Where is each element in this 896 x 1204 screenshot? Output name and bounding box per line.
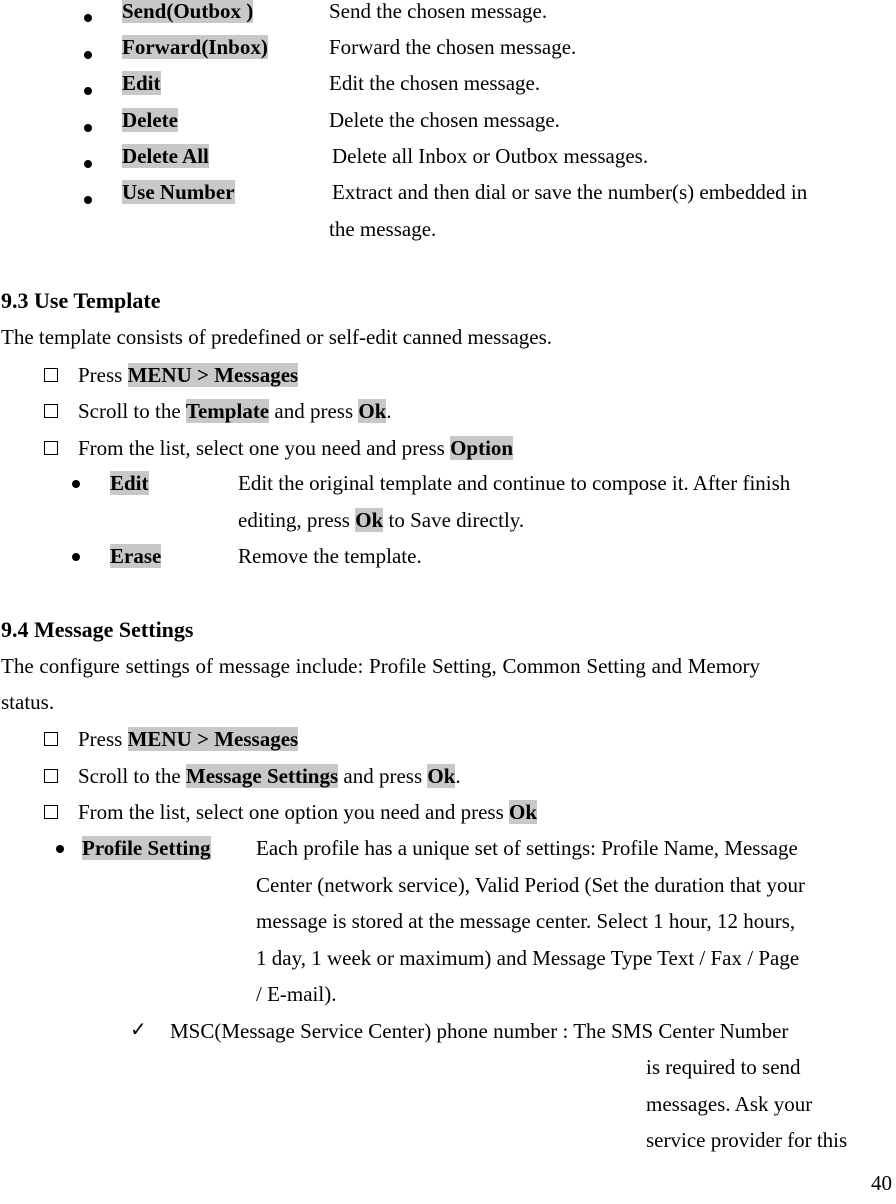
bullet <box>84 87 92 95</box>
list-desc: Extract and then dial or save the number(s) embedded in <box>332 180 808 204</box>
option-desc: Edit the original template and continue to compose it. After finish <box>238 471 791 495</box>
option-desc-continued: 1 day, 1 week or maximum) and Message Type Text / Fax / Page <box>256 946 800 970</box>
option-term: Edit <box>110 471 149 495</box>
step-marker-icon <box>44 404 58 418</box>
option-term: Erase <box>110 544 162 568</box>
step: Scroll to the Message Settings and press Ok. <box>78 764 461 788</box>
list-desc: Delete the chosen message. <box>329 108 560 132</box>
step-marker-icon <box>44 368 58 382</box>
section-title: 9.3 Use Template <box>1 288 161 313</box>
sub-option: MSC(Message Service Center) phone number : The SMS Center Number <box>170 1019 789 1043</box>
list-term: Send(Outbox ) <box>122 0 254 23</box>
step: Press MENU > Messages <box>78 363 299 387</box>
step-marker-icon <box>44 732 58 746</box>
sub-option-continued: messages. Ask your <box>646 1092 813 1116</box>
page-number: 40 <box>871 1171 892 1195</box>
bullet <box>72 480 80 488</box>
step: From the list, select one option you need and press Ok <box>78 800 538 824</box>
option-desc: Each profile has a unique set of settings: Profile Name, Message <box>256 836 798 860</box>
step: From the list, select one you need and press Option <box>78 436 514 460</box>
list-term: Edit <box>122 71 161 95</box>
option-desc: Remove the template. <box>238 544 422 568</box>
bullet <box>84 51 92 59</box>
option-desc-continued: Center (network service), Valid Period (Set the duration that your <box>256 873 805 897</box>
section-intro: The configure settings of message include: Profile Setting, Common Setting and Memory <box>1 654 761 678</box>
step: Press MENU > Messages <box>78 727 299 751</box>
step-marker-icon <box>44 769 58 783</box>
section-intro-continued: status. <box>1 690 55 714</box>
list-term: Forward(Inbox) <box>122 35 268 59</box>
bullet <box>56 845 64 853</box>
list-desc: Edit the chosen message. <box>329 71 541 95</box>
list-term: Use Number <box>122 180 235 204</box>
bullet <box>84 124 92 132</box>
checkmark-icon: ✓ <box>130 1017 147 1041</box>
bullet <box>84 14 92 22</box>
option-term: Profile Setting <box>82 836 211 860</box>
option-desc-continued: editing, press Ok to Save directly. <box>238 508 525 532</box>
list-desc-continued: the message. <box>329 217 437 241</box>
step: Scroll to the Template and press Ok. <box>78 399 392 423</box>
section-title: 9.4 Message Settings <box>1 617 194 642</box>
list-desc: Forward the chosen message. <box>329 35 577 59</box>
section-intro: The template consists of predefined or self-edit canned messages. <box>1 325 553 349</box>
bullet <box>84 196 92 204</box>
bullet <box>72 553 80 561</box>
list-term: Delete All <box>122 144 209 168</box>
list-term: Delete <box>122 108 178 132</box>
step-marker-icon <box>44 805 58 819</box>
list-desc: Send the chosen message. <box>329 0 548 23</box>
list-desc: Delete all Inbox or Outbox messages. <box>332 144 649 168</box>
sub-option-continued: is required to send <box>646 1055 801 1079</box>
option-desc-continued: message is stored at the message center. Select 1 hour, 12 hours, <box>256 909 796 933</box>
option-desc-continued: / E-mail). <box>256 982 337 1006</box>
sub-option-continued: service provider for this <box>646 1128 848 1152</box>
bullet <box>84 160 92 168</box>
step-marker-icon <box>44 441 58 455</box>
